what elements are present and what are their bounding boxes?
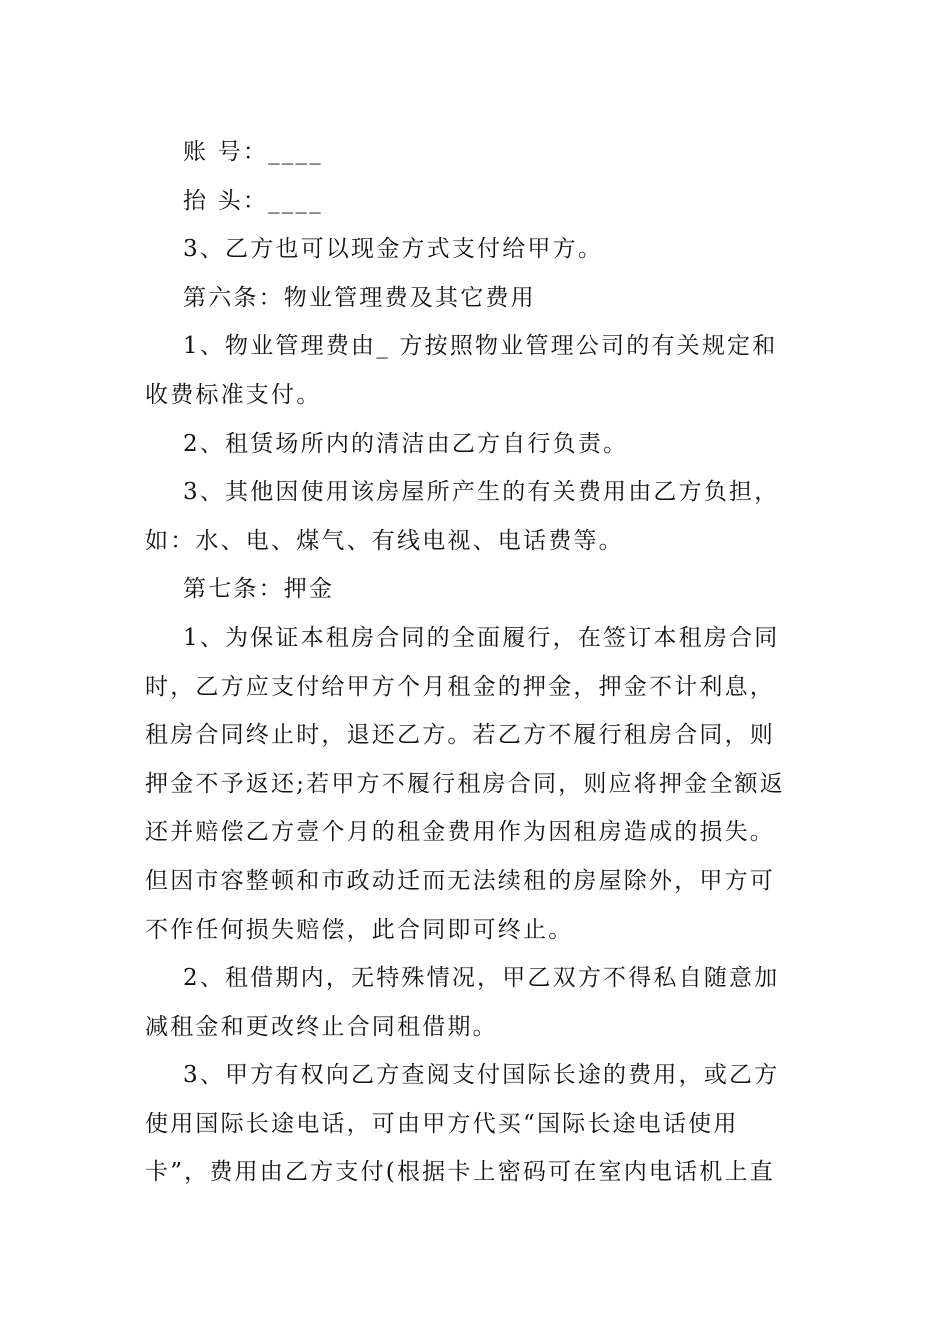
document-line: 3、其他因使用该房屋所产生的有关费用由乙方负担， [183, 479, 780, 506]
document-line: 卡”，费用由乙方支付(根据卡上密码可在室内电话机上直 [145, 1159, 775, 1186]
document-line: 2、租借期内，无特殊情况，甲乙双方不得私自随意加 [183, 965, 780, 992]
document-line: 3、甲方有权向乙方查阅支付国际长途的费用，或乙方 [183, 1062, 780, 1089]
document-line: 不作任何损失赔偿，此合同即可终止。 [145, 916, 574, 943]
document-line: 减租金和更改终止合同租借期。 [145, 1013, 498, 1040]
document-line: 第七条：押金 [183, 576, 335, 603]
document-line: 账 号：____ [183, 139, 323, 165]
document-line: 3、乙方也可以现金方式支付给甲方。 [183, 236, 604, 263]
document-line: 1、为保证本租房合同的全面履行，在签订本租房合同 [183, 624, 780, 651]
document-line: 但因市容整顿和市政动迁而无法续租的房屋除外，甲方可 [145, 867, 775, 894]
document-line: 第六条：物业管理费及其它费用 [183, 284, 536, 311]
document-body [145, 128, 811, 1197]
document-line: 押金不予返还;若甲方不履行租房合同，则应将押金全额返 [145, 770, 785, 797]
document-line: 还并赔偿乙方壹个月的租金费用作为因租房造成的损失。 [145, 819, 775, 846]
document-line: 使用国际长途电话，可由甲方代买“国际长途电话使用 [145, 1110, 739, 1137]
document-line: 抬 头：____ [183, 187, 323, 214]
document-line: 2、租赁场所内的清洁由乙方自行负责。 [183, 430, 629, 457]
document-line: 收费标准支付。 [145, 381, 322, 408]
document-line: 时，乙方应支付给甲方个月租金的押金，押金不计利息， [145, 673, 775, 700]
document-line: 租房合同终止时，退还乙方。若乙方不履行租房合同，则 [145, 722, 775, 749]
document-line: 1、物业管理费由_ 方按照物业管理公司的有关规定和 [183, 333, 778, 360]
document-line: 如：水、电、煤气、有线电视、电话费等。 [145, 527, 624, 554]
